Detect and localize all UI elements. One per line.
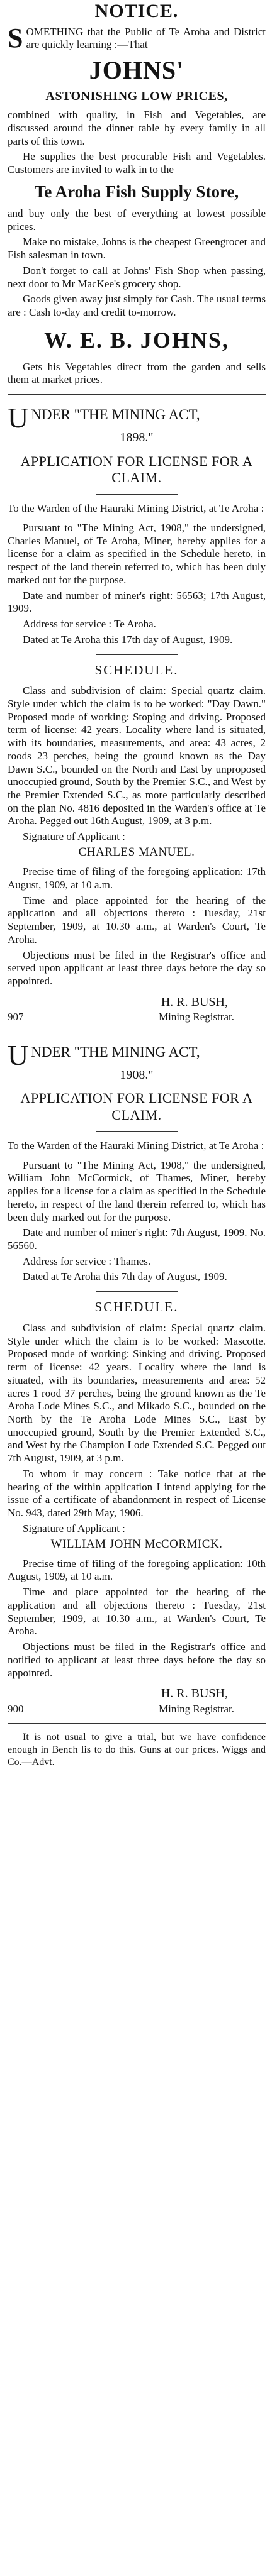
schedule-text: Class and subdivision of claim: Special quartz claim. Style under which the claim is to be worked: Mascotte. Proposed mode of working: Sinking and driving. Proposed term of license: 42 years. Locality where the land is situated, with its boundaries, measurements and area: 52 acres 1 rood 37 perches, being the ground known as the Te Aroha Lode Mines S.C., and Mikado S.C., bounded on the North by the Te Aroha Lode Mines S.C., East by unoccupied ground, South by the Premier Extended S.C., and West by the Champion Lode Extended S.C. Pegged out 7th August, 1909, at 3 p.m. [8, 1321, 266, 1465]
short-rule [96, 654, 178, 655]
signature-label: Signature of Applicant : [23, 830, 125, 843]
column-divider [8, 1723, 266, 1724]
johns-advertisement [8, 0, 266, 387]
hearing-appointment: Time and place appointed for the hearing of the application and all objections thereto : Tuesday, 21st September, 1909, at 10.30 a.m., at Warden's Court, Te Aroha. [8, 894, 266, 945]
ad-paragraph: Don't forget to call at Johns' Fish Shop when passing, next door to Mr MacKee's grocery shop. [8, 264, 266, 290]
service-address: Address for service : Te Aroha. [23, 618, 156, 630]
schedule-heading: SCHEDULE. [94, 1299, 179, 1315]
ad-paragraph: Make no mistake, Johns is the cheapest Greengrocer and Fish salesman in town. [8, 236, 266, 261]
abandonment-notice: To whom it may concern : Take notice that at the hearing of the within application I intend applying for the issue of a certificate of abandonment in respect of License No. 943, dated 29th May, 1906. [8, 1467, 266, 1519]
closing-advert: It is not usual to give a trial, but we have confidence enough in Bench lis to do this. Guns at our prices. Wiggs and Co.—Advt. [8, 1732, 266, 1768]
registrar-office: Mining Registrar. [159, 1702, 234, 1715]
application-body: Pursuant to "The Mining Act, 1908," the undersigned, Charles Manuel, of Te Aroha, Miner, hereby applies for a license for a claim as specified in the Schedule hereto, in respect of the land therein referred to, which has been duly marked out for the purpose. [8, 521, 266, 586]
warden-address: To the Warden of the Hauraki Mining District, at Te Aroha : [8, 502, 264, 515]
drop-cap-letter: S [8, 22, 23, 53]
registrar-office: Mining Registrar. [159, 1011, 234, 1023]
miners-right: Date and number of miner's right: 56563; 17th August, 1909. [8, 589, 266, 615]
firm-name: JOHNS' [89, 56, 184, 85]
registrar-name: H. R. BUSH, [161, 1687, 228, 1701]
claim-notice-manuel [8, 402, 266, 1024]
slogan: ASTONISHING LOW PRICES, [45, 89, 228, 103]
dated-line: Dated at Te Aroha this 17th day of August, 1909. [23, 633, 233, 646]
registrar-footer [8, 1703, 266, 1716]
dated-line: Dated at Te Aroha this 7th day of August, 1909. [23, 1270, 227, 1283]
hearing-appointment: Time and place appointed for the hearing of the application and all objections thereto : Tuesday, 21st September, 1909, at 10.30 a.m., at Warden's Court, Te Aroha. [8, 1586, 266, 1638]
objections-notice: Objections must be filed in the Registrar's office and served upon applicant at least three days before the day so appointed. [8, 949, 266, 987]
column-divider [8, 394, 266, 395]
short-rule [96, 1291, 178, 1292]
act-year: 1908." [120, 1067, 154, 1082]
notice-ref: 900 [8, 1702, 24, 1715]
schedule-heading: SCHEDULE. [94, 662, 179, 678]
short-rule [96, 1131, 178, 1132]
proprietor-name: W. E. B. JOHNS, [44, 327, 229, 353]
applicant-name: CHARLES MANUEL. [78, 845, 195, 859]
miners-right: Date and number of miner's right: 7th August, 1909. No. 56560. [8, 1226, 266, 1252]
service-address: Address for service : Thames. [23, 1255, 151, 1267]
registrar-name: H. R. BUSH, [161, 994, 228, 1009]
ad-paragraph: Goods given away just simply for Cash. The usual terms are : Cash to-day and credit to-morrow. [8, 293, 266, 318]
schedule-text: Class and subdivision of claim: Special quartz claim. Style under which the claim is to be worked: "Day Dawn." Proposed mode of working: Stoping and driving. Proposed term of license: 42 years. Locality where land is situated, with its boundaries, measurements, and area: 43 acres, 2 roods 23 perches, being the ground known as the Day Dawn S.C., bounded on the North and East by unproposed unoccupied ground, South by the Premier S.C., and West by the Premier Extended S.C., as more particularly described on the plan No. 4816 deposited in the Warden's office at Te Aroha. Pegged out 16th August, 1909, at 3 p.m. [8, 685, 266, 827]
act-line: NDER "THE MINING ACT, [31, 407, 200, 423]
act-heading [8, 402, 266, 434]
application-title: APPLICATION FOR LICENSE FOR A CLAIM. [20, 1090, 253, 1123]
application-body: Pursuant to "The Mining Act, 1908," the undersigned, William John McCormick, of Thames, Miner, hereby applies for a license for a claim as specified in the Schedule hereto, in respect of the land therein referred to, which has been duly marked out for the purpose. [8, 1159, 266, 1223]
short-rule [96, 494, 178, 495]
objections-notice: Objections must be filed in the Registrar's office and notified to applicant at least three days before the day so appointed. [8, 1641, 266, 1679]
registrar-footer [8, 1011, 266, 1024]
notice-heading: NOTICE. [94, 1, 179, 21]
act-first-letter: U [8, 402, 29, 434]
application-title: APPLICATION FOR LICENSE FOR A CLAIM. [20, 453, 253, 486]
signature-label: Signature of Applicant : [23, 1522, 125, 1534]
store-name: Te Aroha Fish Supply Store, [34, 182, 239, 201]
ad-paragraph: and buy only the best of everything at lowest possible prices. [8, 207, 266, 233]
act-first-letter: U [8, 1038, 29, 1071]
ad-paragraph: He supplies the best procurable Fish and Vegetables. Customers are invited to walk in to the [8, 150, 266, 176]
ad-paragraph: Gets his Vegetables direct from the garden and sells them at market prices. [8, 360, 266, 386]
notice-opening-text: OMETHING that the Public of Te Aroha and District are quickly learning :—That [26, 25, 266, 51]
claim-notice-mccormick [8, 1040, 266, 1716]
act-heading [8, 1038, 266, 1071]
ad-paragraph: combined with quality, in Fish and Vegetables, are discussed around the dinner table by every family in all parts of this town. [8, 109, 266, 147]
act-line: NDER "THE MINING ACT, [31, 1043, 200, 1060]
applicant-name: WILLIAM JOHN McCORMICK. [50, 1537, 223, 1551]
act-year: 1898." [120, 431, 154, 445]
warden-address: To the Warden of the Hauraki Mining District, at Te Aroha : [8, 1139, 264, 1152]
filing-time: Precise time of filing of the foregoing application: 17th August, 1909, at 10 a.m. [8, 866, 266, 891]
filing-time: Precise time of filing of the foregoing application: 10th August, 1909, at 10 a.m. [8, 1557, 266, 1583]
notice-ref: 907 [8, 1011, 24, 1023]
notice-opening [8, 22, 266, 53]
